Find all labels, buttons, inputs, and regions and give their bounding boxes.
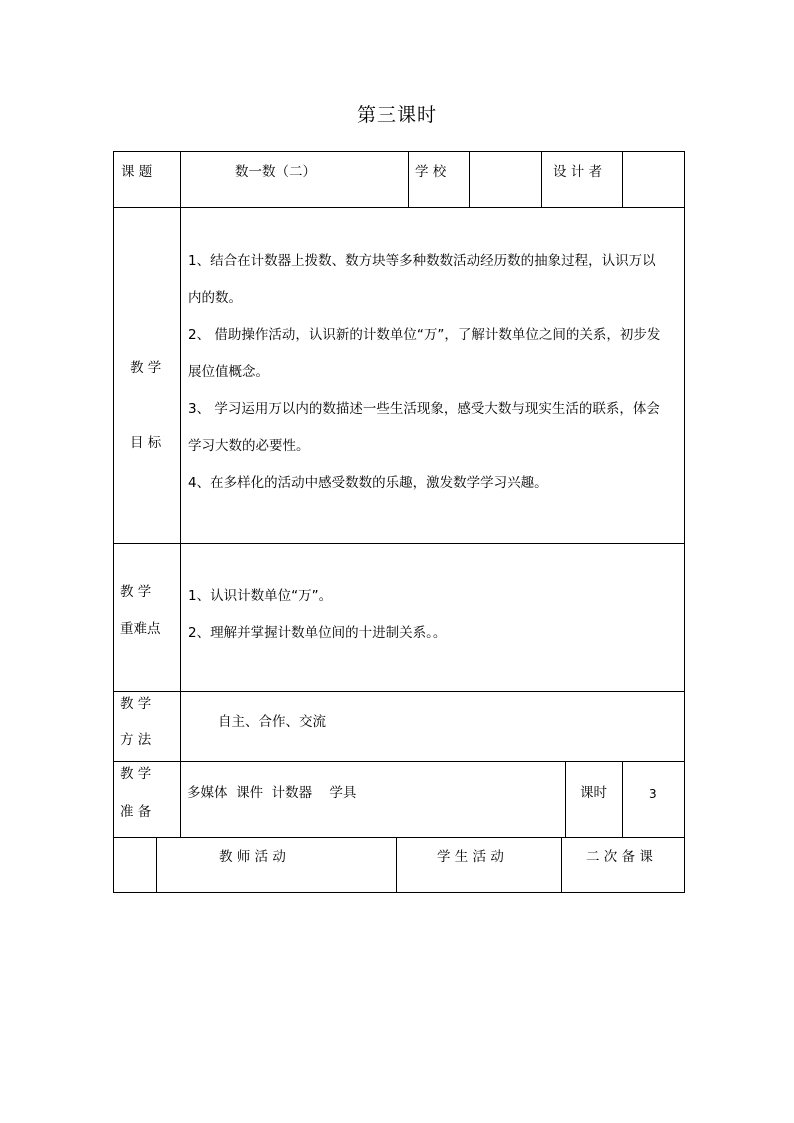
keypoints-line-1: 1、认识计数单位“万”。 bbox=[188, 588, 333, 604]
page-title: 第三课时 bbox=[356, 104, 437, 126]
goals-line-5: 3、 学习运用万以内的数描述一些生活现象，感受大数与现实生活的联系，体会 bbox=[188, 401, 660, 417]
teacher-activity-header: 教 师 活 动 bbox=[219, 849, 286, 865]
goals-line-1: 1、结合在计数器上拨数、数方块等多种数数活动经历数的抽象过程，认识万以 bbox=[188, 253, 656, 269]
designer-label: 设 计 者 bbox=[553, 164, 603, 180]
topic-label: 课 题 bbox=[121, 164, 153, 180]
goals-line-2: 内的数。 bbox=[188, 290, 242, 306]
keypoints-line-2: 2、理解并掌握计数单位间的十进制关系。。 bbox=[188, 625, 447, 641]
keypoints-label-line2: 重难点 bbox=[120, 621, 161, 637]
prep-label-line2: 准 备 bbox=[120, 804, 152, 820]
goals-line-6: 学习大数的必要性。 bbox=[188, 438, 310, 454]
prep-value: 多媒体 课件 计数器 学具 bbox=[187, 785, 357, 801]
topic-value: 数一数（二） bbox=[235, 164, 316, 180]
goals-line-3: 2、 借助操作活动，认识新的计数单位“万”，了解计数单位之间的关系，初步发 bbox=[188, 327, 661, 343]
goals-label-line2: 目 标 bbox=[130, 435, 162, 451]
hours-value: 3 bbox=[649, 787, 657, 801]
student-activity-header: 学 生 活 动 bbox=[437, 849, 504, 865]
keypoints-label-line1: 教 学 bbox=[120, 584, 152, 600]
method-label-line2: 方 法 bbox=[120, 732, 152, 748]
method-label-line1: 教 学 bbox=[120, 696, 152, 712]
prep-label-line1: 教 学 bbox=[120, 766, 152, 782]
goals-label-line1: 教 学 bbox=[130, 360, 162, 376]
goals-line-7: 4、在多样化的活动中感受数数的乐趣，激发数学学习兴趣。 bbox=[188, 475, 548, 491]
school-label: 学 校 bbox=[415, 164, 447, 180]
goals-line-4: 展位值概念。 bbox=[188, 364, 269, 380]
second-prep-header: 二 次 备 课 bbox=[586, 849, 653, 865]
hours-label: 课时 bbox=[580, 785, 607, 801]
method-value: 自主、合作、交流 bbox=[218, 714, 326, 730]
